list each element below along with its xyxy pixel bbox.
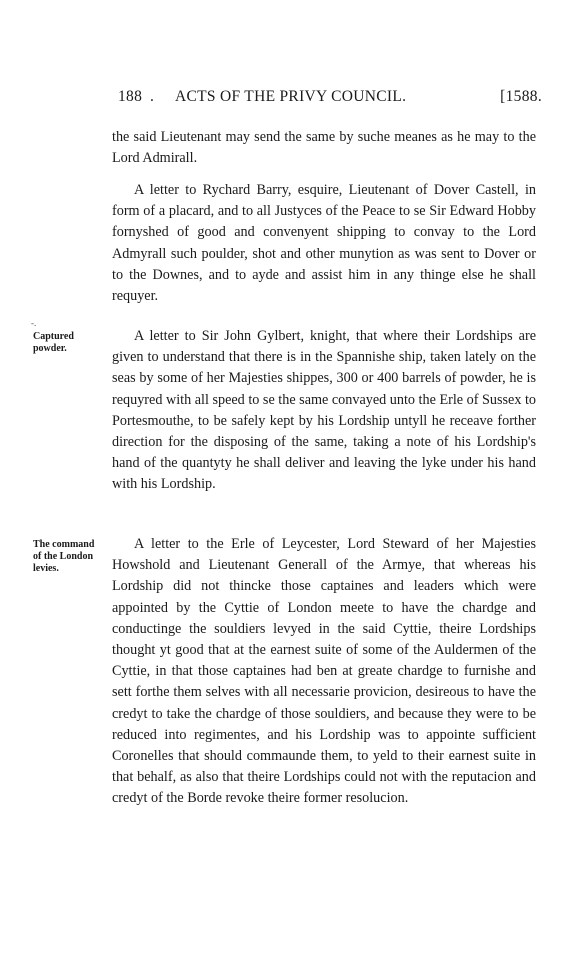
running-title: ACTS OF THE PRIVY COUNCIL. [175,88,407,105]
paragraph-letter-barry: A letter to Rychard Barry, esquire, Lieutenant of Dover Castell, in form of a placard, and to all Justyces of the Peace to se Sir Edward Hobby fornyshed of good and convenyent shipping to convay to the Lord Admyrall such poulder, shot and other munytion as was sent to Dover or to the Downes, and to ayde and assist him in any thinge else he shall requyer. [112,182,536,305]
header-year: [1588. [500,88,542,105]
paragraph-continuation: the said Lieutenant may send the same by suche meanes as he may to the Lord Admirall. [112,129,536,167]
margin-mark: -. [31,318,37,328]
margin-note-london-levies: The command of the London levies. [33,539,95,574]
page-number: 188 [118,88,143,105]
running-header [118,88,548,112]
paragraph-letter-gylbert: A letter to Sir John Gylbert, knight, that where their Lordships are given to understand that there is in the Spannishe ship, taken lately on the seas by some of her Majesties shippes, 300 or 400 barrels of powder, he is requyred with all speed to se the same convayed unto the Erle of Sussex to Portesmouthe, to be safely kept by his Lordship untyll he receave forther direction for the disposing of the same, taking a note of his Lordship's hand of the quantyty he shall deliver and leaving the lyke under his hand with his Lordship. [112,328,536,493]
header-separator: . [150,88,155,105]
margin-note-captured-powder: Captured powder. [33,331,74,354]
paragraph-letter-leycester: A letter to the Erle of Leycester, Lord Steward of her Majesties Howshold and Lieutenant Generall of the Armye, that whereas his Lordship did not thincke those captaines and leaders which were appointed by the Cyttie of London meete to have the chardge and conductinge the souldiers levyed in the said Cyttie, theire Lordships thought yt good that at the earnest suite of some of the Auldermen of the Cyttie, in that those captaines had ben at greate chardge to furnishe and sett forthe them selves with all necessarie provicion, desireous to have the credyt to take the chardge of those souldiers, and because they were to be reduced into regimentes, and his Lordship was to appointe sufficient Coronelles that should commaunde them, to yeld to their earnest suite in that behalf, as also that theire Lordships could not with the reputacion and credyt of the Borde revoke theire former resolucion. [112,536,536,807]
